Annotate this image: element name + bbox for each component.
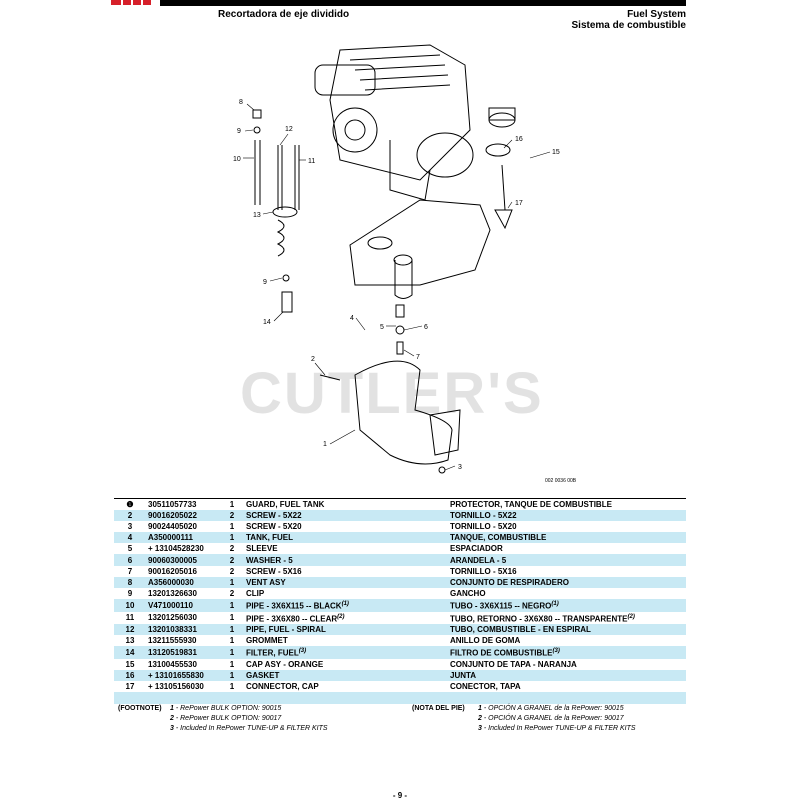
callout-3: 3 (458, 464, 462, 471)
table-row (114, 624, 686, 635)
callout-12: 12 (285, 126, 293, 133)
table-row (114, 599, 686, 612)
part-number: 90016205016 (148, 566, 197, 576)
figure-code: 002 0036 00B (545, 478, 577, 484)
description-es: CONJUNTO DE TAPA - NARANJA (450, 660, 577, 670)
ref-number: 4 (114, 532, 146, 543)
ref-number: 11 (125, 613, 135, 623)
part-number: 30511057733 (148, 500, 197, 510)
tank-guard-illustration (320, 361, 460, 473)
quantity: 2 (229, 544, 235, 554)
description-en: PIPE - 3X6X80 -- CLEAR$^{(2)}$ (246, 613, 345, 624)
part-number: 13120519831 (146, 646, 220, 659)
description-en: GUARD, FUEL TANK (246, 500, 325, 510)
header-bar (112, 0, 686, 6)
ref-number: 17 (125, 682, 135, 692)
ref-number: 15 (125, 660, 135, 670)
callout-4: 4 (350, 315, 354, 322)
table-row (114, 499, 686, 511)
quantity: 2 (220, 510, 244, 521)
ref-number: 10 (114, 599, 146, 612)
description-en: PIPE, FUEL - SPIRAL (244, 624, 448, 635)
description-en: CLIP (246, 588, 265, 598)
description-es: TANQUE, COMBUSTIBLE (448, 532, 686, 543)
part-number: 90024405020 (148, 522, 197, 532)
quantity: 1 (220, 646, 244, 659)
description-en: PIPE - 3X6X115 -- BLACK$^{(1)}$ (244, 599, 448, 612)
description-es: ANILLO DE GOMA (450, 636, 521, 646)
description-en: GASKET (244, 670, 448, 681)
table-row (114, 521, 686, 532)
ref-number: 13 (125, 636, 135, 646)
fuel-lines-illustration (253, 110, 299, 312)
description-es: JUNTA (448, 670, 686, 681)
ref-number: 5 (127, 544, 133, 554)
description-en: SCREW - 5X22 (244, 510, 448, 521)
ref-number: 16 (114, 670, 146, 681)
description-en: SCREW - 5X16 (246, 566, 302, 576)
description-es: TUBO, RETORNO - 3X6X80 -- TRANSPARENTE$^{(2)}$ (450, 613, 635, 624)
description-en: SCREW - 5X20 (246, 522, 302, 532)
ref-number: ❶ (126, 500, 134, 510)
table-row (114, 659, 686, 670)
part-number: A356000030 (146, 577, 220, 588)
callout-1: 1 (323, 441, 327, 448)
table-row (114, 635, 686, 646)
part-number: V471000110 (146, 599, 220, 612)
callout-11: 11 (308, 158, 316, 165)
description-es: GANCHO (450, 588, 486, 598)
quantity: 1 (229, 500, 235, 510)
table-row (114, 554, 686, 565)
document-subtitle: Recortadora de eje dividido (218, 9, 350, 20)
callout-9-lower: 9 (263, 279, 267, 286)
part-number: 13201256030 (148, 613, 197, 623)
table-row-blank (114, 692, 686, 704)
table-row (114, 566, 686, 577)
part-number: + 13104528230 (148, 544, 204, 554)
ref-number: 3 (127, 522, 133, 532)
watermark: CUTLER'S (240, 361, 544, 426)
footnotes-es: (NOTA DEL PIE) 1 - OPCIÓN A GRANEL de la RePower: 90015 2 - OPCIÓN A GRANEL de la RePower: 90017 3 - Included In RePower TUNE-UP & FILTER KITS (412, 705, 636, 732)
part-number: 13201038331 (146, 624, 220, 635)
description-en: CONNECTOR, CAP (246, 682, 319, 692)
parts-table (114, 498, 686, 704)
description-es: CONJUNTO DE RESPIRADERO (448, 577, 686, 588)
callout-9: 9 (237, 128, 241, 135)
quantity: 1 (220, 670, 244, 681)
footnote-heading-es: (NOTA DEL PIE) (412, 705, 465, 712)
ref-number: 7 (127, 566, 133, 576)
exploded-parts-diagram (190, 30, 610, 490)
part-number: + 13105156030 (148, 682, 204, 692)
description-en: VENT ASY (244, 577, 448, 588)
description-es: TORNILLO - 5X16 (450, 566, 517, 576)
fuel-tank-illustration (350, 200, 490, 354)
description-es: CONECTOR, TAPA (450, 682, 521, 692)
description-es: TUBO - 3X6X115 -- NEGRO$^{(1)}$ (448, 599, 686, 612)
brand-logo (110, 0, 160, 6)
part-number: 13100455530 (148, 660, 197, 670)
ref-number: 12 (114, 624, 146, 635)
table-row (114, 670, 686, 681)
part-number: 13201326630 (148, 588, 197, 598)
quantity: 1 (229, 682, 235, 692)
table-row (114, 612, 686, 625)
callout-10: 10 (233, 156, 241, 163)
quantity: 2 (229, 566, 235, 576)
callout-5: 5 (380, 324, 384, 331)
section-title-en: Fuel System (627, 9, 686, 20)
part-number: 90060300005 (146, 554, 220, 565)
quantity: 2 (229, 588, 235, 598)
description-es: TUBO, COMBUSTIBLE - EN ESPIRAL (448, 624, 686, 635)
part-number: 90016205022 (146, 510, 220, 521)
ref-number: 6 (114, 554, 146, 565)
description-en: SLEEVE (246, 544, 278, 554)
quantity: 1 (229, 522, 235, 532)
quantity: 2 (220, 554, 244, 565)
description-es: ESPACIADOR (450, 544, 503, 554)
description-es: TORNILLO - 5X20 (450, 522, 517, 532)
callout-15: 15 (552, 149, 560, 156)
callout-8: 8 (239, 99, 243, 106)
callout-13: 13 (253, 212, 261, 219)
part-number: A350000111 (146, 532, 220, 543)
ref-number: 14 (114, 646, 146, 659)
engine-illustration (315, 45, 473, 200)
quantity: 1 (220, 577, 244, 588)
description-en: FILTER, FUEL$^{(3)}$ (244, 646, 448, 659)
footnotes-en: (FOOTNOTE) 1 - RePower BULK OPTION: 90015 2 - RePower BULK OPTION: 90017 3 - Included In RePower TUNE-UP & FILTER KITS (118, 705, 328, 732)
callout-6: 6 (424, 324, 428, 331)
description-es: FILTRO DE COMBUSTIBLE$^{(3)}$ (448, 646, 686, 659)
quantity: 1 (220, 599, 244, 612)
quantity: 1 (229, 636, 235, 646)
table-row (114, 588, 686, 599)
callout-16: 16 (515, 136, 523, 143)
table-row (114, 532, 686, 543)
table-row (114, 577, 686, 588)
callout-2: 2 (311, 356, 315, 363)
ref-number: 8 (114, 577, 146, 588)
callout-7: 7 (416, 354, 420, 361)
quantity: 1 (220, 624, 244, 635)
table-row (114, 543, 686, 554)
description-es: TORNILLO - 5X22 (448, 510, 686, 521)
callout-14: 14 (263, 319, 271, 326)
description-es: PROTECTOR, TANQUE DE COMBUSTIBLE (450, 500, 612, 510)
ref-number: 9 (127, 588, 133, 598)
description-en: WASHER - 5 (244, 554, 448, 565)
table-row (114, 510, 686, 521)
page-number: - 9 - (392, 791, 408, 800)
description-en: GROMMET (246, 636, 288, 646)
ref-number: 2 (114, 510, 146, 521)
table-row (114, 646, 686, 659)
footnote-heading-en: (FOOTNOTE) (118, 705, 162, 712)
description-en: CAP ASY - ORANGE (246, 660, 324, 670)
callout-17: 17 (515, 200, 523, 207)
cap-illustration (486, 108, 515, 228)
quantity: 1 (229, 660, 235, 670)
description-en: TANK, FUEL (244, 532, 448, 543)
description-es: ARANDELA - 5 (448, 554, 686, 565)
table-row (114, 681, 686, 692)
quantity: 1 (229, 613, 235, 623)
section-title-es: Sistema de combustible (571, 20, 686, 31)
part-number: 13211555930 (148, 636, 197, 646)
part-number: + 13101655830 (146, 670, 220, 681)
quantity: 1 (220, 532, 244, 543)
